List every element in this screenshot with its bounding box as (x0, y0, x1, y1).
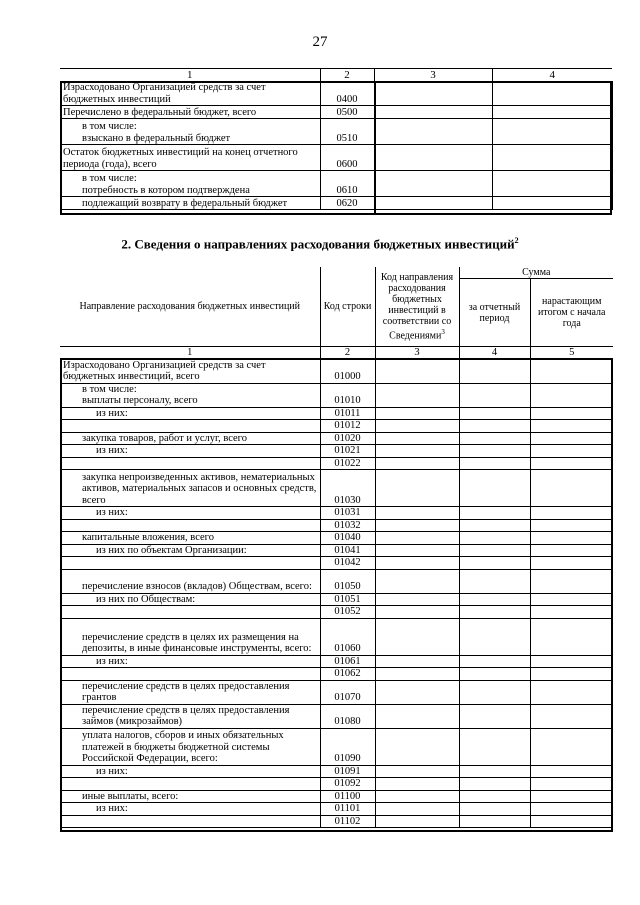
value-cell[interactable] (375, 557, 459, 570)
value-cell[interactable] (375, 618, 459, 655)
row-code: 01011 (320, 407, 375, 420)
value-cell[interactable] (459, 803, 530, 816)
table-row (60, 765, 613, 778)
value-cell[interactable] (492, 145, 612, 171)
table-row (60, 790, 613, 803)
header-period: за отчетный период (459, 279, 530, 347)
value-cell[interactable] (459, 728, 530, 765)
row-label: капитальные вложения, всего (60, 532, 320, 545)
row-label: в том числе: взыскано в федеральный бюджет (60, 119, 320, 145)
value-cell[interactable] (459, 778, 530, 791)
table-header-row (60, 69, 612, 82)
value-cell[interactable] (530, 457, 613, 470)
value-cell[interactable] (375, 778, 459, 791)
row-code: 0600 (320, 145, 374, 171)
value-cell[interactable] (459, 420, 530, 433)
value-cell[interactable] (375, 668, 459, 681)
table-header-row (60, 267, 613, 279)
row-label: в том числе: выплаты персоналу, всего (60, 383, 320, 407)
table-row (60, 728, 613, 765)
value-cell[interactable] (459, 519, 530, 532)
table-row (60, 668, 613, 681)
value-cell[interactable] (375, 655, 459, 668)
row-label (60, 606, 320, 619)
row-label (60, 557, 320, 570)
value-cell[interactable] (530, 606, 613, 619)
table-row (60, 457, 613, 470)
page-number: 27 (312, 34, 328, 50)
row-code: 01070 (320, 680, 375, 704)
value-cell[interactable] (530, 778, 613, 791)
col-number-5: 5 (530, 347, 613, 360)
value-cell[interactable] (459, 383, 530, 407)
value-cell[interactable] (374, 197, 492, 210)
value-cell[interactable] (530, 383, 613, 407)
table-investment-directions (60, 267, 613, 828)
value-cell[interactable] (375, 790, 459, 803)
row-code: 0500 (320, 106, 374, 119)
row-code: 01022 (320, 457, 375, 470)
value-cell[interactable] (375, 544, 459, 557)
table-row (60, 606, 613, 619)
row-code: 01012 (320, 420, 375, 433)
row-code: 01060 (320, 618, 375, 655)
value-cell[interactable] (459, 544, 530, 557)
row-code: 01052 (320, 606, 375, 619)
row-code: 01100 (320, 790, 375, 803)
row-code: 0510 (320, 119, 374, 145)
row-label: Перечислено в федеральный бюджет, всего (60, 106, 320, 119)
row-code: 01090 (320, 728, 375, 765)
value-cell[interactable] (375, 445, 459, 458)
value-cell[interactable] (492, 82, 612, 106)
value-cell[interactable] (530, 618, 613, 655)
value-cell[interactable] (459, 593, 530, 606)
value-cell[interactable] (375, 593, 459, 606)
row-label (60, 420, 320, 433)
value-cell[interactable] (492, 171, 612, 197)
value-cell[interactable] (492, 119, 612, 145)
row-label: из них: (60, 445, 320, 458)
row-label: подлежащий возврату в федеральный бюджет (60, 197, 320, 210)
table-row (60, 557, 613, 570)
value-cell[interactable] (492, 197, 612, 210)
value-cell[interactable] (492, 106, 612, 119)
value-cell[interactable] (530, 557, 613, 570)
value-cell[interactable] (530, 445, 613, 458)
row-label: перечисление средств в целях предоставления грантов (60, 680, 320, 704)
table-row (60, 815, 613, 828)
table-row (60, 803, 613, 816)
value-cell[interactable] (459, 765, 530, 778)
col-header-2: 2 (320, 69, 374, 82)
value-cell[interactable] (459, 557, 530, 570)
row-label: закупка непроизведенных активов, нематериальных активов, материальных запасов и основных средств, всего (60, 470, 320, 507)
value-cell[interactable] (375, 407, 459, 420)
row-label: уплата налогов, сборов и иных обязательных платежей в бюджеты бюджетной системы Российской Федерации, всего: (60, 728, 320, 765)
table-row (60, 171, 612, 197)
table-row (60, 532, 613, 545)
row-code: 01061 (320, 655, 375, 668)
value-cell[interactable] (530, 655, 613, 668)
value-cell[interactable] (530, 470, 613, 507)
header-direction-code: Код направления расходования бюджетных инвестиций в соответствии со Сведениями$^3$ (375, 267, 459, 347)
value-cell[interactable] (530, 544, 613, 557)
row-label: Остаток бюджетных инвестиций на конец отчетного периода (года), всего (60, 145, 320, 171)
row-label (60, 815, 320, 828)
value-cell[interactable] (459, 815, 530, 828)
value-cell[interactable] (459, 407, 530, 420)
table-row (60, 704, 613, 728)
value-cell[interactable] (375, 507, 459, 520)
row-label: из них: (60, 507, 320, 520)
value-cell[interactable] (375, 569, 459, 593)
row-label: Израсходовано Организацией средств за счет бюджетных инвестиций, всего (60, 359, 320, 383)
value-cell[interactable] (374, 171, 492, 197)
row-code: 01040 (320, 532, 375, 545)
col-header-1: 1 (60, 69, 320, 82)
value-cell[interactable] (375, 606, 459, 619)
table-row (60, 145, 612, 171)
table-row (60, 569, 613, 593)
table-row (60, 119, 612, 145)
value-cell[interactable] (530, 507, 613, 520)
table-row (60, 507, 613, 520)
table-row (60, 359, 613, 383)
value-cell[interactable] (375, 383, 459, 407)
col-number-3: 3 (375, 347, 459, 360)
row-label: в том числе: потребность в котором подтверждена (60, 171, 320, 197)
row-label: из них по Обществам: (60, 593, 320, 606)
table-row (60, 655, 613, 668)
table-budget-summary (60, 68, 613, 210)
value-cell[interactable] (459, 507, 530, 520)
value-cell[interactable] (374, 106, 492, 119)
value-cell[interactable] (375, 815, 459, 828)
row-code: 01050 (320, 569, 375, 593)
section-title: 2. Сведения о направлениях расходования бюджетных инвестиций$^2$ (121, 236, 519, 252)
row-label: перечисление средств в целях их размещения на депозиты, в иные финансовые инструменты, всего: (60, 618, 320, 655)
header-cumulative: нарастающим итогом с начала года (530, 279, 613, 347)
value-cell[interactable] (375, 704, 459, 728)
value-cell[interactable] (459, 668, 530, 681)
value-cell[interactable] (530, 765, 613, 778)
value-cell[interactable] (459, 445, 530, 458)
row-label: Израсходовано Организацией средств за счет бюджетных инвестиций (60, 82, 320, 106)
value-cell[interactable] (530, 803, 613, 816)
value-cell[interactable] (459, 432, 530, 445)
value-cell[interactable] (530, 668, 613, 681)
value-cell[interactable] (374, 119, 492, 145)
value-cell[interactable] (530, 532, 613, 545)
value-cell[interactable] (375, 680, 459, 704)
row-code: 0620 (320, 197, 374, 210)
row-label: из них по объектам Организации: (60, 544, 320, 557)
row-code: 01020 (320, 432, 375, 445)
header-sum: Сумма (459, 267, 613, 279)
row-label: перечисление средств в целях предоставления займов (микрозаймов) (60, 704, 320, 728)
value-cell[interactable] (530, 815, 613, 828)
row-label: иные выплаты, всего: (60, 790, 320, 803)
row-code: 01021 (320, 445, 375, 458)
table-number-row (60, 347, 613, 360)
col-number-1: 1 (60, 347, 320, 360)
row-code: 01091 (320, 765, 375, 778)
row-code: 01062 (320, 668, 375, 681)
table-row (60, 519, 613, 532)
row-code: 01031 (320, 507, 375, 520)
table-row (60, 420, 613, 433)
row-code: 01101 (320, 803, 375, 816)
row-code: 01032 (320, 519, 375, 532)
row-label: перечисление взносов (вкладов) Обществам, всего: (60, 569, 320, 593)
value-cell[interactable] (459, 704, 530, 728)
row-label (60, 519, 320, 532)
value-cell[interactable] (459, 790, 530, 803)
col-header-4: 4 (492, 69, 612, 82)
table-row (60, 432, 613, 445)
table-row (60, 82, 612, 106)
value-cell[interactable] (459, 359, 530, 383)
row-label: из них: (60, 765, 320, 778)
value-cell[interactable] (530, 593, 613, 606)
row-label (60, 668, 320, 681)
value-cell[interactable] (459, 618, 530, 655)
row-label: закупка товаров, работ и услуг, всего (60, 432, 320, 445)
row-label: из них: (60, 803, 320, 816)
table-row (60, 197, 612, 210)
value-cell[interactable] (459, 569, 530, 593)
value-cell[interactable] (375, 470, 459, 507)
row-code: 01092 (320, 778, 375, 791)
row-code: 01080 (320, 704, 375, 728)
value-cell[interactable] (530, 728, 613, 765)
row-code: 01000 (320, 359, 375, 383)
row-code: 01041 (320, 544, 375, 557)
table-row (60, 407, 613, 420)
table-row (60, 383, 613, 407)
value-cell[interactable] (530, 790, 613, 803)
row-label: из них: (60, 655, 320, 668)
col-number-4: 4 (459, 347, 530, 360)
table-row (60, 106, 612, 119)
value-cell[interactable] (530, 680, 613, 704)
col-header-3: 3 (374, 69, 492, 82)
value-cell[interactable] (459, 606, 530, 619)
value-cell[interactable] (375, 728, 459, 765)
value-cell[interactable] (459, 680, 530, 704)
value-cell[interactable] (530, 420, 613, 433)
value-cell[interactable] (375, 532, 459, 545)
value-cell[interactable] (375, 420, 459, 433)
value-cell[interactable] (459, 655, 530, 668)
value-cell[interactable] (375, 519, 459, 532)
value-cell[interactable] (530, 569, 613, 593)
row-code: 01010 (320, 383, 375, 407)
table-row (60, 445, 613, 458)
value-cell[interactable] (530, 407, 613, 420)
value-cell[interactable] (459, 470, 530, 507)
header-row-code: Код строки (320, 267, 375, 347)
col-number-2: 2 (320, 347, 375, 360)
row-code: 01051 (320, 593, 375, 606)
row-code: 0610 (320, 171, 374, 197)
row-label (60, 457, 320, 470)
value-cell[interactable] (374, 145, 492, 171)
table-row (60, 593, 613, 606)
row-label: из них: (60, 407, 320, 420)
value-cell[interactable] (459, 457, 530, 470)
value-cell[interactable] (530, 359, 613, 383)
value-cell[interactable] (530, 519, 613, 532)
row-code: 0400 (320, 82, 374, 106)
table-row (60, 470, 613, 507)
row-code: 01102 (320, 815, 375, 828)
value-cell[interactable] (374, 82, 492, 106)
value-cell[interactable] (375, 765, 459, 778)
value-cell[interactable] (459, 532, 530, 545)
value-cell[interactable] (530, 704, 613, 728)
row-label (60, 778, 320, 791)
row-code: 01042 (320, 557, 375, 570)
table-row (60, 680, 613, 704)
table-row (60, 778, 613, 791)
row-code: 01030 (320, 470, 375, 507)
header-direction: Направление расходования бюджетных инвестиций (60, 267, 320, 347)
value-cell[interactable] (375, 432, 459, 445)
table-row (60, 618, 613, 655)
value-cell[interactable] (530, 432, 613, 445)
value-cell[interactable] (375, 359, 459, 383)
value-cell[interactable] (375, 457, 459, 470)
value-cell[interactable] (375, 803, 459, 816)
table-row (60, 544, 613, 557)
